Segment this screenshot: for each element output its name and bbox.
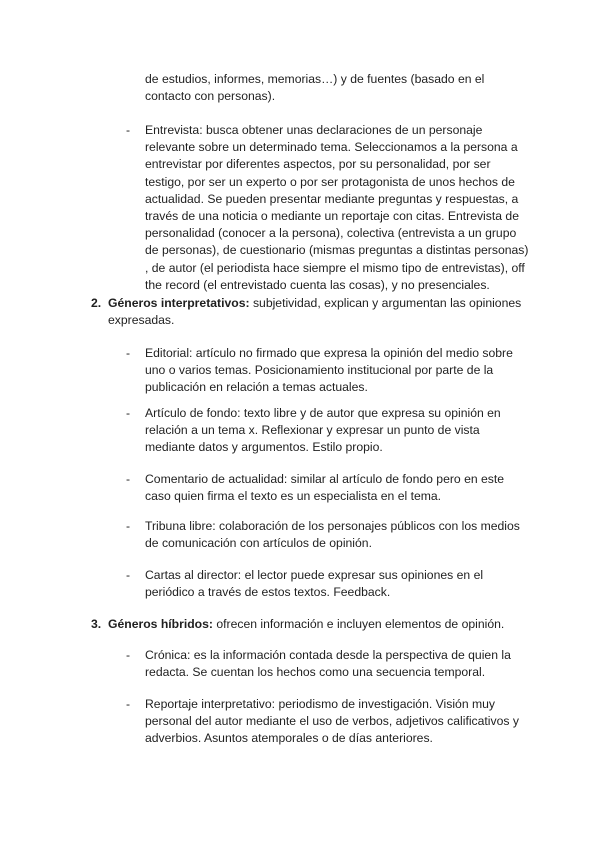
editorial-paragraph (145, 345, 523, 397)
paragraph-line: Artículo de fondo: texto libre y de autor que expresa su opinión en (145, 406, 501, 420)
paragraph-line: Entrevista: busca obtener unas declaraciones de un personaje (145, 123, 483, 137)
paragraph-line: de estudios, informes, memorias…) y de fuentes (basado en el (145, 72, 485, 86)
cronica-paragraph (145, 647, 523, 681)
bullet-dash: - (126, 697, 131, 711)
comentario-actualidad-paragraph (145, 471, 523, 505)
section-heading-interpretativos (108, 295, 528, 329)
paragraph-line: redacta. Se cuentan los hechos como una secuencia temporal. (145, 665, 486, 680)
bullet-dash: - (126, 406, 131, 420)
section-heading-hibridos (108, 616, 528, 633)
paragraph-line: personal del autor mediante el uso de verbos, adjetivos calificativos y (145, 714, 519, 729)
paragraph-line: testigo, por ser un experto o por ser protagonista de unos hechos de (145, 174, 515, 189)
paragraph-line: Comentario de actualidad: similar al artículo de fondo pero en este (145, 472, 505, 486)
bullet-dash: - (126, 472, 131, 486)
paragraph-line: uno o varios temas. Posicionamiento institucional por parte de la (145, 363, 494, 378)
paragraph-line: través de una noticia o mediante un reportaje con citas. Entrevista de (145, 209, 519, 224)
bullet-dash: - (126, 519, 131, 533)
paragraph-line: contacto con personas). (145, 89, 276, 104)
section-title: Géneros híbridos: (108, 617, 213, 631)
paragraph-line: personalidad (conocer a la persona), colectiva (entrevista a un grupo (145, 226, 517, 241)
paragraph-line: relación a un tema x. Reflexionar y expresar un punto de vista (145, 423, 480, 438)
paragraph-line: relevante sobre un determinado tema. Seleccionamos a la persona a (145, 140, 518, 155)
paragraph-line: actualidad. Se pueden presentar mediante preguntas y respuestas, a (145, 191, 519, 206)
entrevista-paragraph (145, 122, 529, 294)
paragraph-line: de personas), de cuestionario (mismas preguntas a distintas personas) (145, 243, 529, 258)
paragraph-line: Reportaje interpretativo: periodismo de investigación. Visión muy (145, 697, 496, 711)
continuation-paragraph (145, 71, 523, 105)
bullet-dash: - (126, 568, 131, 582)
heading-line: expresadas. (108, 313, 175, 328)
paragraph-line: adverbios. Asuntos atemporales o de días anteriores. (145, 731, 433, 746)
section-intro: subjetividad, explican y argumentan las opiniones (249, 296, 522, 310)
paragraph-line: entrevistar por diferentes aspectos, por su personalidad, por ser (145, 157, 491, 172)
paragraph-line: publicación en relación a temas actuales. (145, 380, 368, 395)
articulo-fondo-paragraph (145, 405, 523, 457)
tribuna-libre-paragraph (145, 518, 523, 552)
paragraph-line: the record (el entrevistado cuenta las cosas), y no presenciales. (145, 277, 490, 292)
paragraph-line: , de autor (el periodista hace siempre el mismo tipo de entrevistas), off (145, 260, 525, 275)
bullet-dash: - (126, 123, 131, 137)
paragraph-line: de comunicación con artículos de opinión. (145, 536, 372, 551)
section-title: Géneros interpretativos: (108, 296, 250, 310)
reportaje-interpretativo-paragraph (145, 696, 523, 748)
paragraph-line: Editorial: artículo no firmado que expresa la opinión del medio sobre (145, 346, 513, 360)
bullet-dash: - (126, 346, 131, 360)
paragraph-line: periódico a través de estos textos. Feedback. (145, 585, 391, 600)
heading-line (108, 295, 528, 312)
heading-line (108, 616, 528, 633)
paragraph-line: Crónica: es la información contada desde la perspectiva de quien la (145, 648, 511, 662)
paragraph-line: caso quien firma el texto es un especialista en el tema. (145, 489, 442, 504)
paragraph-line: Cartas al director: el lector puede expresar sus opiniones en el (145, 568, 484, 582)
paragraph-line: mediante datos y argumentos. Estilo propio. (145, 440, 383, 455)
section-intro: ofrecen información e incluyen elementos de opinión. (212, 617, 505, 631)
section-number: 2. (91, 296, 102, 310)
paragraph-line: Tribuna libre: colaboración de los personajes públicos con los medios (145, 519, 520, 533)
cartas-director-paragraph (145, 567, 523, 601)
bullet-dash: - (126, 648, 131, 662)
section-number: 3. (91, 617, 102, 631)
